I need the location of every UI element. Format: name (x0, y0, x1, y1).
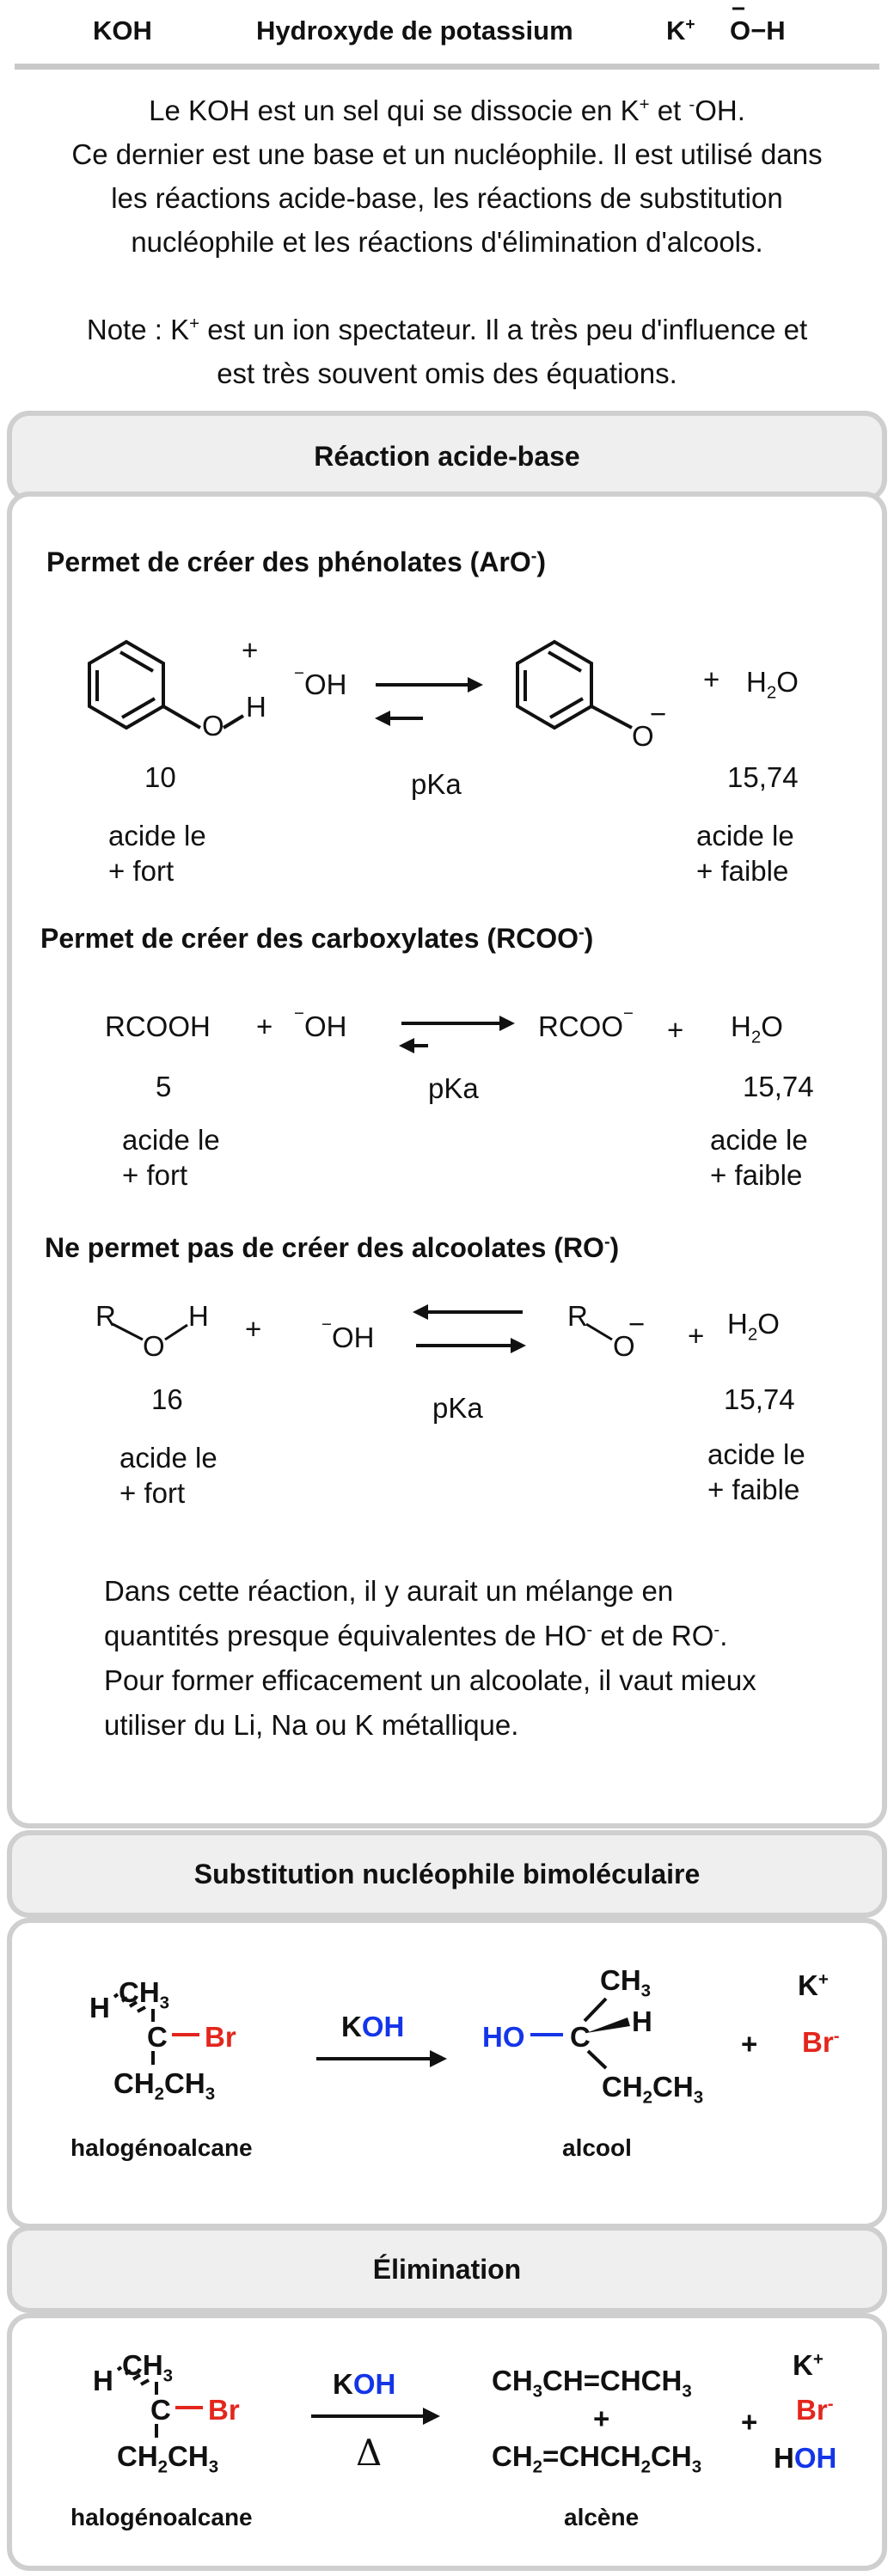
sn2-reactant-h: H (89, 1992, 110, 2024)
alcool-pka-left: 16 (151, 1383, 183, 1415)
phenol-hydroxide: −OH (294, 663, 347, 700)
phenol-heading: Permet de créer des phénolates (ArO-) (46, 546, 547, 577)
elim-reactant-ch3: $CH_3$ (122, 2349, 174, 2386)
carbox-pka-right: 15,74 (743, 1071, 814, 1102)
header-cation: K+ (666, 15, 695, 46)
sn2-reactant-ethyl: $CH_2CH_3$ (113, 2067, 216, 2104)
plus-sign: + (593, 2402, 610, 2434)
alcool-pka-label: pKa (432, 1392, 483, 1424)
alkoxide-o: O (613, 1330, 635, 1362)
sn2-reagent: KOH (341, 2011, 405, 2042)
phenol-h: H (246, 691, 266, 723)
sn2-product-h: H (632, 2005, 652, 2037)
sn2-product-ho: HO (482, 2021, 525, 2053)
alcool-explanation: Dans cette réaction, il y aurait un mélange en quantités presque équivalentes de HO- et de RO-. Pour former efficacement un alcoolate, il vaut mieux utiliser du Li, Na ou K métallique. (104, 1575, 756, 1741)
carbox-heading: Permet de créer des carboxylates (RCOO-) (40, 923, 594, 954)
plus-sign: + (256, 1010, 273, 1042)
alkoxide-charge: − (628, 1308, 646, 1340)
elim-product-1-butene: $CH_2=CHCH_2CH_3$ (492, 2440, 702, 2477)
plus-sign: + (245, 1313, 262, 1345)
carbox-hydroxide: −OH (294, 1004, 347, 1042)
sn2-bromide-ion: Br- (802, 2026, 840, 2058)
elim-title: Élimination (7, 2225, 887, 2313)
sn2-product-ch3: $CH_3$ (600, 1964, 652, 2001)
plus-sign: + (703, 663, 720, 695)
phenol-water: $H_2O$ (746, 666, 799, 703)
alcool-hydroxide: −OH (321, 1315, 375, 1353)
elim-water: HOH (774, 2442, 837, 2474)
carbox-acid-left: acide le + fort (122, 1124, 220, 1191)
plus-sign: + (688, 1320, 705, 1352)
alcool-water: $H_2O$ (727, 1308, 780, 1345)
alkoxide-r: R (567, 1300, 588, 1332)
alcohol-o: O (143, 1330, 165, 1362)
sn2-product-c: C (570, 2021, 591, 2053)
alcool-acid-left: acide le + fort (119, 1442, 217, 1509)
phenol-acid-left: acide le + fort (108, 820, 206, 887)
phenol-o: O (202, 710, 224, 742)
header-name: Hydroxyde de potassium (256, 15, 573, 46)
elim-potassium-ion: K+ (793, 2349, 824, 2381)
alcohol-h: H (188, 1300, 209, 1332)
elim-reactant-br: Br (208, 2394, 240, 2426)
elim-reactant-label: halogénoalcane (70, 2504, 253, 2530)
carbox-acid: RCOOH (105, 1010, 211, 1042)
sn2-product-label: alcool (562, 2134, 632, 2161)
plus-sign: + (741, 2028, 758, 2060)
elim-reagent: KOH (333, 2368, 396, 2400)
sn2-reactant-c: C (147, 2021, 168, 2053)
phenolate-o: O (632, 720, 654, 752)
alcool-pka-right: 15,74 (724, 1383, 795, 1415)
carbox-water: $H_2O$ (731, 1010, 783, 1047)
elim-bromide-ion: Br- (796, 2394, 834, 2426)
phenol-pka-label: pKa (411, 768, 462, 800)
phenol-pka-right: 15,74 (727, 761, 799, 793)
carbox-pka-left: 5 (156, 1071, 172, 1102)
sn2-reactant-label: halogénoalcane (70, 2134, 253, 2161)
plus-sign: + (667, 1014, 684, 1046)
intro-text: Le KOH est un sel qui se dissocie en K+ et -OH. Ce dernier est une base et un nucléophile. Il est utilisé dans les réactions acide-base, les réactions de substitution nucléophile et les réactions d'élimination d'alcools. Note : K+ est un ion spectateur. Il a très peu d'influence et est très souvent omis des équations. (71, 95, 823, 389)
sn2-product-ethyl: $CH_2CH_3$ (602, 2071, 704, 2108)
carbox-pka-label: pKa (428, 1072, 479, 1104)
alcohol-r: R (95, 1300, 116, 1332)
elim-product-2-butene: $CH_3CH=CHCH_3$ (492, 2365, 692, 2402)
elim-reactant-ethyl: $CH_2CH_3$ (117, 2440, 219, 2477)
header-formula: KOH (93, 15, 152, 46)
heat-symbol: Δ (356, 2432, 383, 2474)
carbox-product: RCOO− (538, 1004, 634, 1042)
alcool-acid-right: acide le + faible (707, 1438, 805, 1505)
phenolate-charge: − (650, 698, 667, 729)
alcool-heading: Ne permet pas de créer des alcoolates (RO-) (45, 1232, 620, 1263)
elim-reactant-c: C (150, 2394, 171, 2426)
sn2-potassium-ion: K+ (798, 1969, 829, 2001)
elim-reactant-h: H (93, 2365, 113, 2396)
elim-product-label: alcène (564, 2504, 640, 2530)
carbox-acid-right: acide le + faible (710, 1124, 808, 1191)
plus-sign: + (242, 634, 259, 666)
sn2-title: Substitution nucléophile bimoléculaire (7, 1830, 887, 1918)
acid-base-title: Réaction acide-base (7, 411, 887, 502)
plus-sign: + (741, 2406, 758, 2438)
sn2-reactant-ch3: $CH_3$ (119, 1976, 170, 2013)
phenol-pka-left: 10 (144, 761, 176, 793)
phenol-acid-right: acide le + faible (696, 820, 794, 887)
header-hydroxide: O−H (730, 15, 786, 46)
sn2-reactant-br: Br (205, 2021, 236, 2053)
